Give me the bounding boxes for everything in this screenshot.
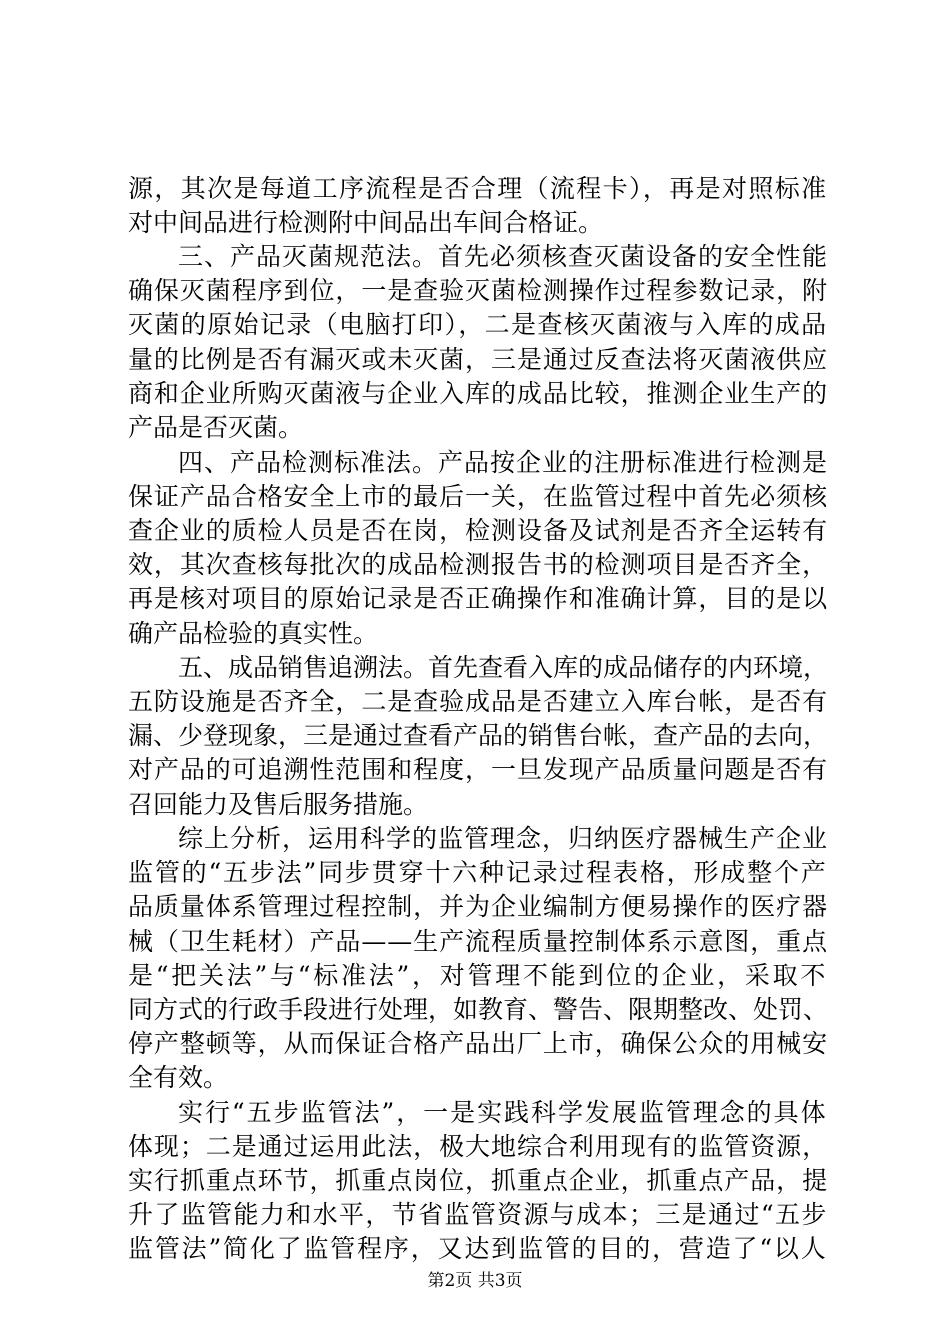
text-line: 监管的“五步法”同步贯穿十六种记录过程表格，形成整个产 [128, 858, 828, 887]
text-line: 品质量体系管理过程控制，并为企业编制方便易操作的医疗器 [128, 892, 829, 921]
text-line: 灭菌的原始记录（电脑打印），二是查核灭菌液与入库的成品 [128, 310, 828, 339]
text-line: 产品是否灭菌。 [128, 413, 304, 442]
text-line: 查企业的质检人员是否在岗，检测设备及试剂是否齐全运转有 [128, 516, 829, 545]
text-line: 确保灭菌程序到位，一是查验灭菌检测操作过程参数记录，附 [128, 276, 829, 305]
text-line: 源，其次是每道工序流程是否合理（流程卡），再是对照标准 [128, 174, 828, 203]
text-line: 全有效。 [128, 1063, 229, 1092]
text-line: 五防设施是否齐全，二是查验成品是否建立入库台帐，是否有 [128, 687, 829, 716]
text-line: 对中间品进行检测附中间品出车间合格证。 [128, 208, 604, 237]
text-line: 同方式的行政手段进行处理，如教育、警告、限期整改、处罚、 [128, 995, 829, 1024]
text-line: 对产品的可追溯性范围和程度，一旦发现产品质量问题是否有 [128, 755, 829, 784]
text-line: 是“把关法”与“标准法”，对管理不能到位的企业，采取不 [128, 961, 829, 990]
text-line: 实行抓重点环节，抓重点岗位，抓重点企业，抓重点产品，提 [128, 1166, 829, 1195]
text-line: 停产整顿等，从而保证合格产品出厂上市，确保公众的用械安 [128, 1029, 829, 1058]
text-line: 量的比例是否有漏灭或未灭菌，三是通过反查法将灭菌液供应 [128, 345, 829, 374]
text-line: 综上分析，运用科学的监管理念，归纳医疗器械生产企业 [178, 824, 829, 853]
text-line: 监管法”简化了监管程序，又达到监管的目的，营造了“以人 [128, 1234, 828, 1263]
text-line: 召回能力及售后服务措施。 [128, 790, 429, 819]
text-line: 漏、少登现象，三是通过查看产品的销售台帐，查产品的去向， [128, 721, 829, 750]
page-footer: 第2页 共3页 [427, 1271, 523, 1291]
text-line: 效，其次查核每批次的成品检测报告书的检测项目是否齐全， [128, 550, 829, 579]
text-line: 五、成品销售追溯法。首先查看入库的成品储存的内环境， [178, 653, 829, 682]
text-line: 实行“五步监管法”，一是实践科学发展监管理念的具体 [178, 1098, 828, 1127]
text-line: 再是核对项目的原始记录是否正确操作和准确计算，目的是以 [128, 584, 829, 613]
text-line: 三、产品灭菌规范法。首先必须核查灭菌设备的安全性能 [178, 242, 829, 271]
text-line: 械（卫生耗材）产品——生产流程质量控制体系示意图，重点 [128, 927, 829, 956]
text-line: 体现；二是通过运用此法，极大地综合利用现有的监管资源， [128, 1132, 829, 1161]
text-line: 升了监管能力和水平，节省监管资源与成本；三是通过“五步 [128, 1200, 828, 1229]
text-line: 商和企业所购灭菌液与企业入库的成品比较，推测企业生产的 [128, 379, 829, 408]
text-line: 四、产品检测标准法。产品按企业的注册标准进行检测是 [178, 448, 829, 477]
text-line: 确产品检验的真实性。 [128, 619, 379, 648]
text-line: 保证产品合格安全上市的最后一关，在监管过程中首先必须核 [128, 482, 829, 511]
